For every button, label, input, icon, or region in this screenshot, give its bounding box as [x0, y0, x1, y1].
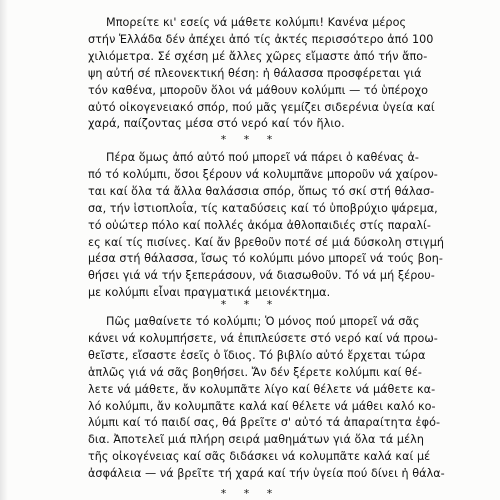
text-line: τό οὐώτερ πόλο καί πολλές ἀκόμα ἀθλοπαιδιές στίς παραλί- — [88, 218, 431, 232]
section-separator: * * * — [220, 487, 280, 500]
text-line: κάνει νά κολυμπήσετε, νά ἐπιπλεύσετε στό νερό καί νά προω- — [88, 331, 438, 345]
text-line: αὐτό οἰκογενειακό σπόρ, πού μᾶς γεμίζει σιδερένια ὑγεία καί — [88, 100, 435, 114]
text-line: λετε νά μάθετε, ἄν κολυμπᾶτε λίγο καί θέλετε νά μάθετε κα- — [88, 382, 436, 396]
text-line: χιλιόμετρα. Σέ σχέση μέ ἄλλες χῶρες εἴμαστε ἀπό τήν ἄπο- — [88, 49, 428, 63]
text-line: στήν Ἑλλάδα δέν ἀπέχει ἀπό τίς ἀκτές περισσότερο ἀπό 100 — [88, 32, 434, 46]
text-line: ψη αὐτή σέ πλεονεκτική θέση: ἡ θάλασσα προσφέρεται γιά — [88, 66, 422, 80]
text-line: Πῶς μαθαίνετε τό κολύμπι; Ὁ μόνος πού μπορεῖ νά σᾶς — [106, 315, 420, 328]
text-line: ται καί ὅλα τά ἄλλα θαλάσσια σπόρ, ὅπως τό σκί στή θάλασ- — [88, 184, 435, 198]
text-line: λύμπι καί τό παιδί σας, θά βρεῖτε σ' αὐτό τά ἀπαραίτητα ἐφό- — [88, 416, 441, 430]
text-line: θήσει γιά νά τήν ξεπεράσουν, νά διασωθοῦν. Τό νά μή ξέρου- — [88, 269, 435, 283]
text-line: δια. Ἀποτελεῖ μιά πλήρη σειρά μαθημάτων γιά ὅλα τά μέλη — [88, 433, 424, 447]
text-line: μέσα στή θάλασσα, ἴσως τό κολύμπι μόνο μπορεῖ νά τούς βοη- — [88, 252, 443, 266]
text-line: τῆς οἰκογένειας καί σᾶς διδάσκει νά κολυμπᾶτε καλά καί μέ — [88, 450, 431, 464]
text-line: με κολύμπι εἶναι πραγματικά μειονέκτημα. — [88, 286, 331, 300]
text-line: τόν καθένα, μποροῦν ὅλοι νά μάθουν κολύμπι — τό ὑπέροχο — [88, 83, 429, 97]
section-separator: * * * — [220, 298, 280, 311]
text-line: ες καί τίς πισίνες. Καί ἄν βρεθοῦν ποτέ σέ μιά δύσκολη στιγμή — [88, 235, 445, 249]
paragraph-1 — [88, 15, 456, 133]
text-line: θεῖστε, εἴσαστε ἐσεῖς ὁ ἴδιος. Τό βιβλίο αὐτό ἔρχεται τώρα — [88, 348, 426, 362]
text-line: σα, τήν ἱστιοπλοΐα, τίς καταδύσεις καί τό ὑποβρύχιο ψάρεμα, — [88, 201, 438, 215]
text-line: λό κολύμπι, ἄν κολυμπᾶτε καλά καί θέλετε νά μάθει καλό κο- — [88, 399, 436, 413]
text-line: Μπορείτε κι' εσείς νά μάθετε κολύμπι! Κανένα μέρος — [106, 16, 407, 29]
text-line: Πέρα ὅμως ἀπό αὐτό πού μπορεῖ νά πάρει ὁ καθένας ἀ- — [106, 151, 419, 164]
text-line: ἀσφάλεια — νά βρεῖτε τή χαρά καί τήν ὑγεία πού δίνει ἡ θάλα- — [88, 467, 445, 481]
scan-edge — [0, 0, 8, 500]
paragraph-3 — [88, 314, 456, 483]
section-separator: * * * — [220, 133, 280, 146]
text-line: πό τό κολύμπι, ὅσοι ξέρουν νά κολυμπᾶνε μποροῦν νά χαίρον- — [88, 167, 438, 181]
paragraph-2 — [88, 150, 456, 302]
text-line: χαρά, παίζοντας μέσα στό νερό καί τόν ἥλιο. — [88, 117, 345, 131]
text-line: ἁπλῶς γιά νά σᾶς βοηθήσει. Ἄν δέν ξέρετε κολύμπι καί θέ- — [88, 365, 423, 379]
